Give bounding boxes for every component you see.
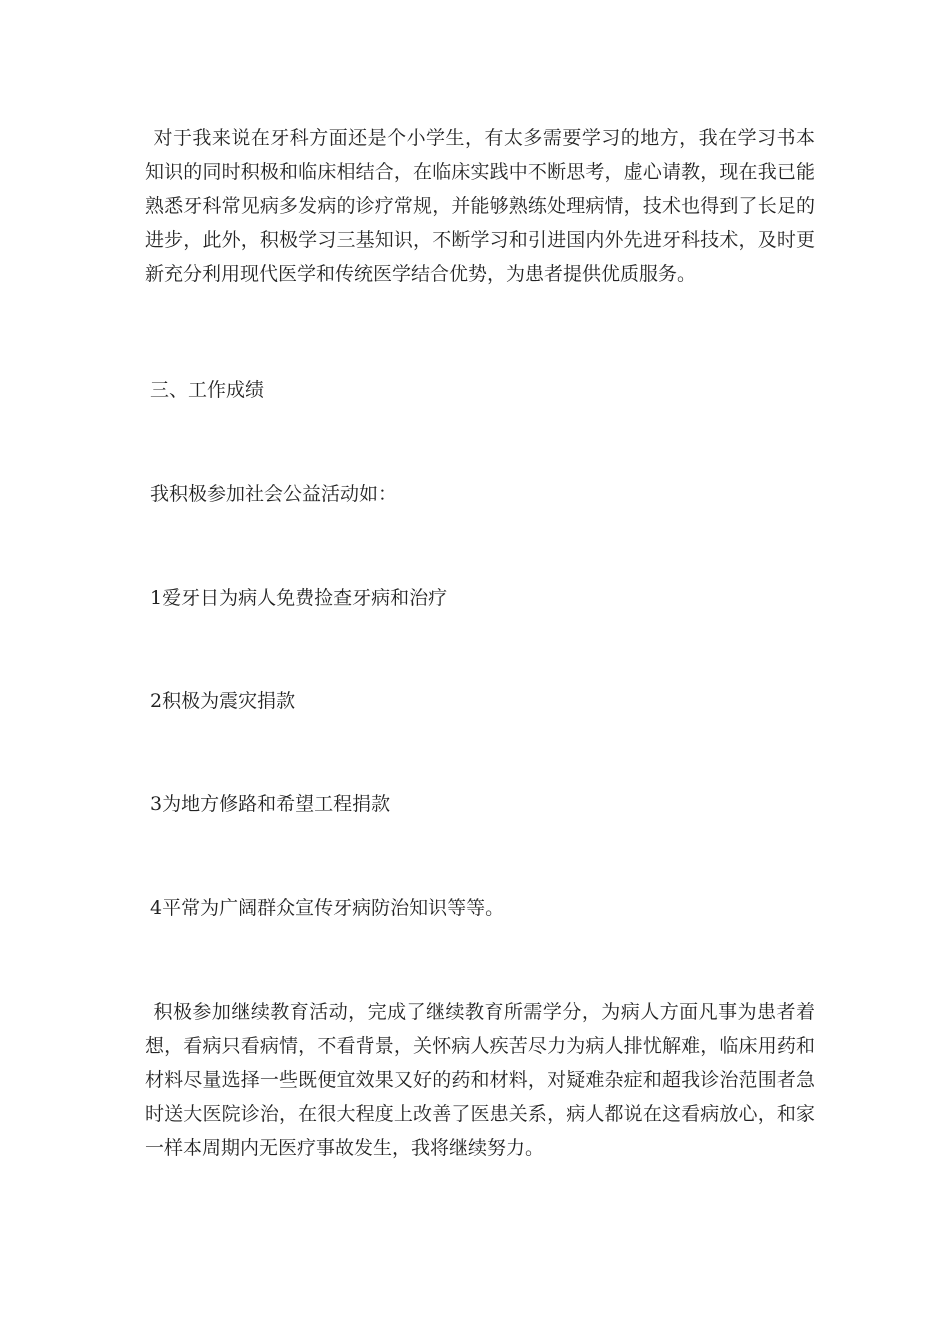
paragraph-text: 对于我来说在牙科方面还是个小学生，有太多需要学习的地方，我在学习书本知识的同时积极和临床相结合，在临床实践中不断思考，虚心请教，现在我已能熟悉牙科常见病多发病的诊疗常规，并能够熟练处理病情，技术也得到了长足的进步，此外，积极学习三基知识，不断学习和引进国内外先进牙科技术，及时更新充分利用现代医学和传统医学结合优势，为患者提供优质服务。 — [145, 127, 815, 285]
list-item: 3为地方修路和希望工程捐款 — [150, 793, 391, 815]
list-item: 1爱牙日为病人免费捡查牙病和治疗 — [150, 587, 448, 609]
list-item: 4平常为广阔群众宣传牙病防治知识等等。 — [150, 897, 505, 919]
list-item: 2积极为震灾捐款 — [150, 690, 296, 712]
body-paragraph — [145, 121, 815, 291]
section-heading: 三、工作成绩 — [150, 379, 265, 401]
paragraph-text: 积极参加继续教育活动，完成了继续教育所需学分，为病人方面凡事为患者着想，看病只看病情，不看背景，关怀病人疾苦尽力为病人排忧解难，临床用药和材料尽量选择一些既便宜效果又好的药和材料，对疑难杂症和超我诊治范围者急时送大医院诊治，在很大程度上改善了医患关系，病人都说在这看病放心，和家一样本周期内无医疗事故发生，我将继续努力。 — [145, 1001, 815, 1159]
intro-line: 我积极参加社会公益活动如： — [150, 483, 398, 505]
body-paragraph — [145, 995, 815, 1165]
